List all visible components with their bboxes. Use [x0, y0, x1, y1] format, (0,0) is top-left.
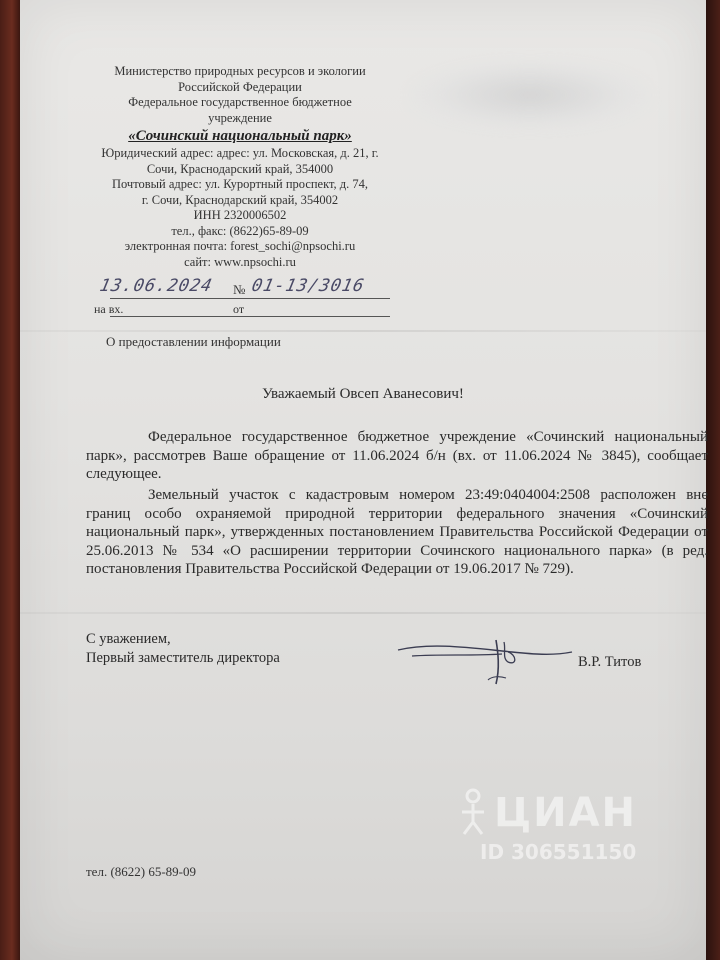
institution-type-line: Федеральное государственное бюджетное [128, 95, 352, 109]
legal-address-line-2: Сочи, Краснодарский край, 354000 [146, 161, 334, 176]
salutation: Уважаемый Овсеп Аванесович! [262, 386, 464, 402]
letterhead [90, 64, 390, 270]
watermark-logo-icon [458, 788, 488, 836]
watermark [460, 790, 638, 864]
signer-name: В.Р. Титов [578, 654, 642, 670]
inn-line: ИНН 2320006502 [193, 208, 287, 222]
organization-name: «Сочинский национальный парк» [128, 128, 352, 144]
footer-phone: тел. (8622) 65-89-09 [86, 864, 197, 879]
number-sign: № [233, 282, 246, 297]
regards-text: С уважением, [86, 631, 171, 647]
watermark-id: ID 306551150 [480, 840, 637, 864]
registration-line [110, 316, 390, 317]
handwritten-date: 13.06.2024 [97, 276, 215, 296]
redacted-address-block [410, 60, 650, 130]
website-line: сайт: www.npsochi.ru [184, 254, 296, 269]
phone-fax-line: тел., факс: (8622)65-89-09 [171, 223, 309, 238]
body-paragraph-1: Федеральное государственное бюджетное учреждение «Сочинский национальный парк», рассмотрев Ваше обращение от 11.06.2024 б/н (вх. от 11.06.2024 № 3845), сообщает следующее. [86, 429, 708, 482]
ministry-country-line: Российской Федерации [178, 79, 302, 94]
postal-address-line-2: г. Сочи, Краснодарский край, 354002 [141, 192, 339, 207]
incoming-label: на вх. [94, 302, 124, 316]
handwritten-number: 01-13/3016 [249, 276, 367, 296]
institution-type-line-2: учреждение [208, 110, 272, 125]
document-sheet [20, 0, 706, 960]
table-surface-right [706, 0, 720, 960]
signer-position: Первый заместитель директора [86, 650, 280, 666]
subject-line: О предоставлении информации [106, 334, 281, 349]
table-surface-left [0, 0, 20, 960]
closing-block [86, 630, 280, 668]
paper-fold [20, 330, 706, 332]
paper-fold [20, 612, 706, 614]
legal-address-line-1: Юридический адрес: адрес: ул. Московская, д. 21, г. [101, 146, 379, 160]
ministry-line: Министерство природных ресурсов и экологии [114, 64, 366, 78]
email-line: электронная почта: forest_sochi@npsochi.ru [124, 239, 356, 253]
postal-address-line-1: Почтовый адрес: ул. Курортный проспект, д. 74, [111, 177, 369, 191]
watermark-brand: ЦИАН [494, 790, 638, 836]
handwritten-signature [392, 632, 582, 692]
registration-line [110, 298, 390, 299]
body-paragraph-2: Земельный участок с кадастровым номером 23:49:0404004:2508 расположен вне границ особо охраняемой природной территории федерального значения «Сочинский национальный парк», утвержденных постановлением Правительства Российской Федерации от 25.06.2013 № 534 «О расширении территории Сочинского национального парка» (в ред. постановления Правительства Российской Федерации от 19.06.2017 № 729). [86, 487, 708, 577]
from-label: от [233, 302, 245, 316]
